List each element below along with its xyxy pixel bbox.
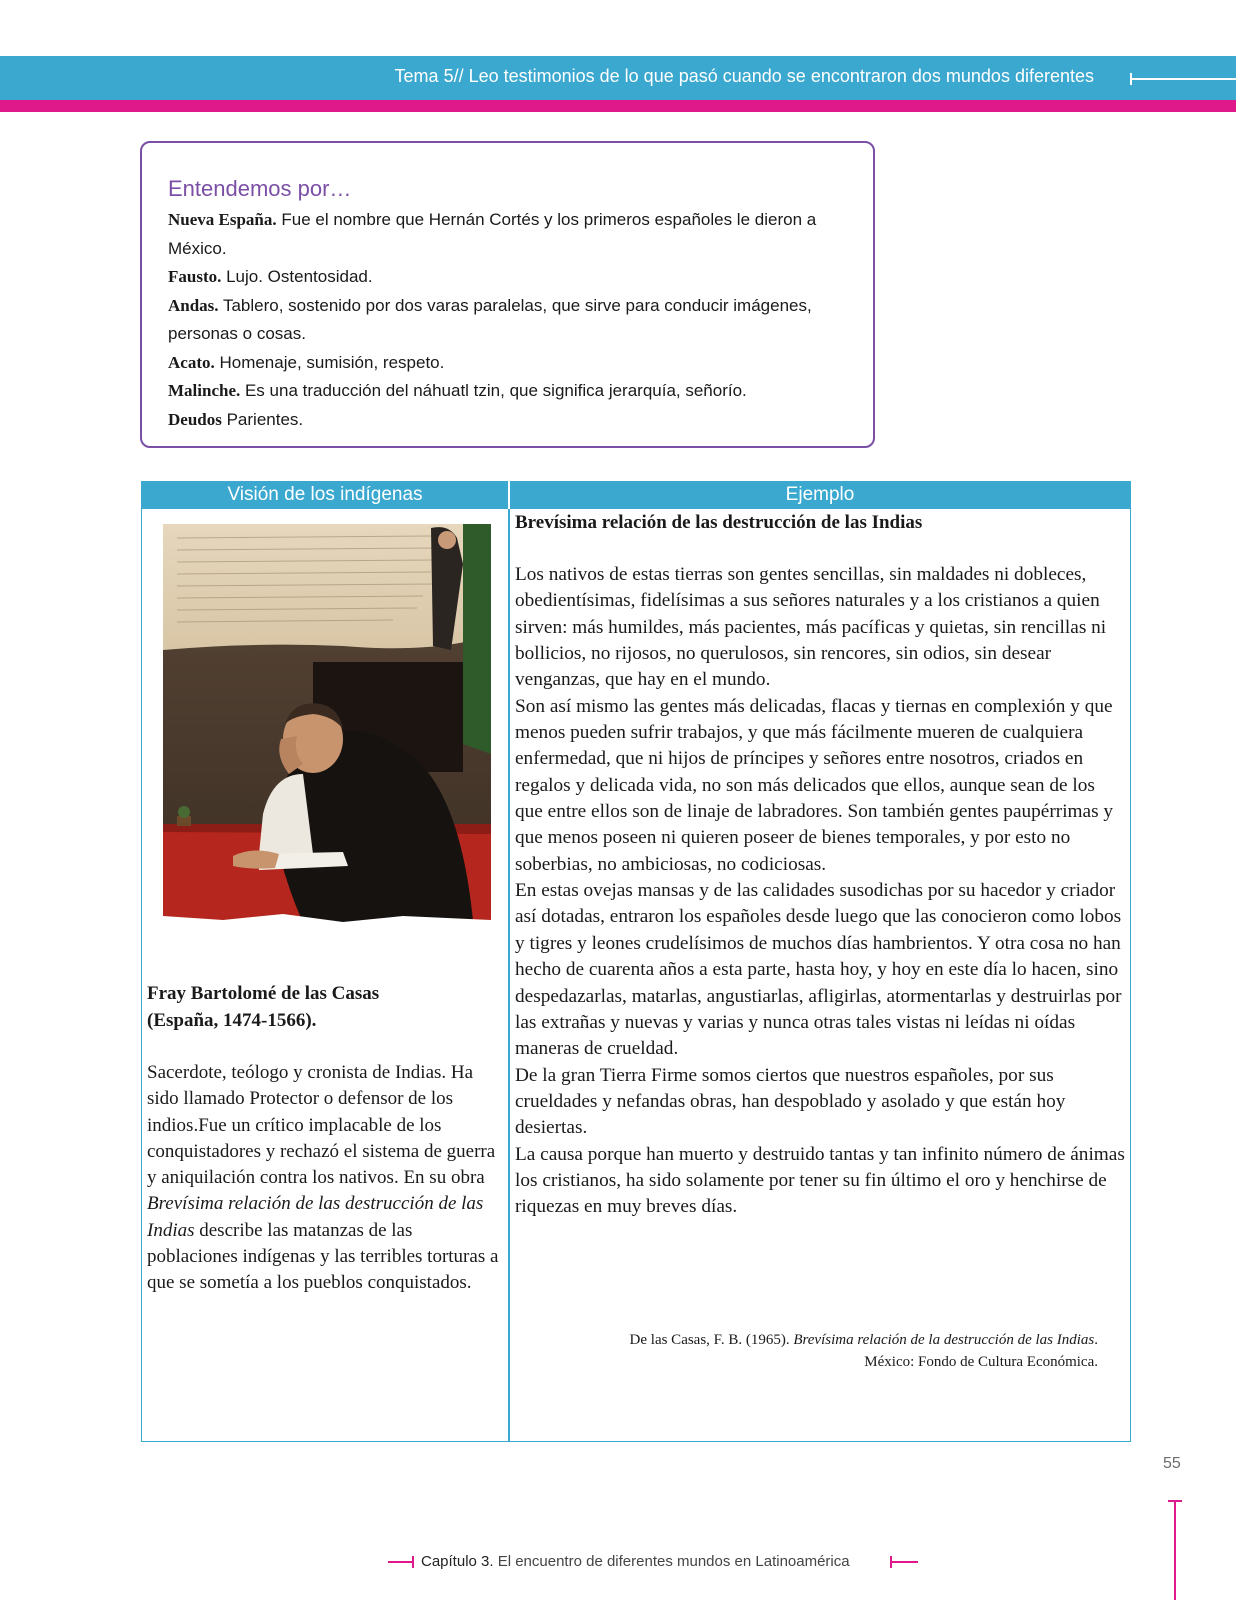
glossary-term: Acato. — [168, 352, 215, 372]
glossary-definition: Tablero, sostenido por dos varas paralelas, que sirve para conducir imágenes, personas o cosas. — [168, 295, 812, 343]
excerpt-paragraph: En estas ovejas mansas y de las calidades susodichas por su hacedor y criador así dotadas, entraron los españoles desde luego que las conocieron como lobos y tigres y leones crudelísimos de muchos días hambrientos. Y otra cosa no han hecho de cuarenta años a esta parte, hasta hoy, y hoy en este día lo hacen, sino despedazarlas, matarlas, angustiarlas, afligirlas, atormentarlas y destruirlas por las extrañas y nuevas y varias y nunca otras tales vistas ni leídas ni oídas maneras de crueldad. — [515, 880, 1122, 1060]
glossary-term: Deudos — [168, 409, 222, 429]
column-header-example: Ejemplo — [785, 484, 855, 505]
author-biography — [147, 1060, 503, 1297]
page-number: 55 — [1163, 1455, 1181, 1472]
author-dates: (España, 1474-1566). — [147, 1010, 317, 1031]
bio-work-title: Brevísima relación de las destrucción de las Indias — [147, 1193, 484, 1241]
glossary-title: Entendemos por… — [168, 176, 352, 201]
excerpt-paragraph: Son así mismo las gentes más delicadas, flacas y tiernas en complexión y que menos pueden sufrir trabajos, y que más fácilmente mueren de cualquiera enfermedad, que ni hijos de príncipes y señores entre nosotros, criados en regalos y delicada vida, no son más delicados que ellos, aunque sean de los que entre ellos son de linaje de labradores. Son también gentes paupérrimas y que menos poseen ni quieren poseer de bienes temporales, y por esto no soberbias, no ambiciosas, no codiciosas. — [515, 695, 1114, 875]
citation-author: De las Casas, F. B. (1965). — [629, 1332, 794, 1348]
citation-work-title: Brevísima relación de la destrucción de las Indias — [793, 1332, 1095, 1348]
glossary-definition: Es una traducción del náhuatl tzin, que significa jerarquía, señorío. — [240, 381, 747, 400]
excerpt-paragraph: De la gran Tierra Firme somos ciertos que nuestros españoles, por sus crueldades y nefandas obras, han despoblado y asolado y que están hoy desiertas. — [515, 1064, 1066, 1139]
glossary-item — [168, 206, 858, 263]
excerpt-body — [515, 562, 1127, 1221]
glossary-term: Fausto. — [168, 267, 222, 286]
glossary-term: Nueva España. — [168, 210, 277, 229]
chapter-label: Capítulo 3. — [421, 1553, 494, 1570]
glossary-list — [168, 206, 858, 434]
excerpt-paragraph: Los nativos de estas tierras son gentes sencillas, sin maldades ni dobleces, obedientísimas, fidelísimas a sus señores naturales y a los cristianos a quien sirven: más humildes, más pacientes, más pacíficas y quietas, sin rencillas ni bollicios, no rijosos, no querulosos, sin rencores, sin odios, sin desear venganzas, que hay en el mundo. — [515, 564, 1107, 691]
citation — [630, 1329, 1098, 1373]
citation-publisher: México: Fondo de Cultura Económica. — [864, 1354, 1098, 1370]
header-accent-stripe — [0, 100, 1236, 112]
portrait-image — [163, 524, 491, 944]
column-header-vision: Visión de los indígenas — [227, 484, 423, 505]
header-rule — [1130, 78, 1236, 80]
chapter-title: El encuentro de diferentes mundos en Latinoamérica — [493, 1553, 850, 1570]
footer-rule-tick-right — [890, 1556, 892, 1568]
citation-punctuation: . — [1094, 1332, 1098, 1348]
glossary-item — [168, 377, 858, 406]
footer-rule-right — [890, 1561, 918, 1563]
glossary-item — [168, 349, 858, 378]
chapter-footer — [421, 1553, 850, 1570]
topic-title: Tema 5// Leo testimonios de lo que pasó cuando se encontraron dos mundos diferentes — [394, 66, 1094, 86]
glossary-item — [168, 263, 858, 292]
footer-rule-tick-left — [412, 1556, 414, 1568]
glossary-definition: Homenaje, sumisión, respeto. — [214, 352, 445, 372]
glossary-term: Andas. — [168, 295, 219, 315]
page-rule — [1174, 1500, 1176, 1600]
glossary-item — [168, 292, 858, 349]
column-divider — [508, 481, 510, 1442]
glossary-definition: Lujo. Ostentosidad. — [221, 267, 373, 286]
excerpt-title: Brevísima relación de las destrucción de las Indias — [515, 512, 923, 533]
footer-rule-left — [388, 1561, 414, 1563]
author-name-line: Fray Bartolomé de las Casas — [147, 983, 380, 1004]
bio-text: Sacerdote, teólogo y cronista de Indias. Ha sido llamado Protector o defensor de los indios.Fue un crítico implacable de los conquistadores y rechazó el sistema de guerra y aniquilación contra los nativos. En su obra — [147, 1062, 496, 1189]
author-name — [147, 980, 497, 1034]
glossary-definition: Fue el nombre que Hernán Cortés y los primeros españoles le dieron a México. — [168, 210, 817, 258]
glossary-term: Malinche. — [168, 381, 241, 400]
excerpt-paragraph: La causa porque han muerto y destruido tantas y tan infinito número de ánimas los cristianos, ha sido solamente por tener su fin último el oro y henchirse de riquezas en muy breves días. — [515, 1143, 1125, 1218]
bio-text-continued: describe las matanzas de las poblaciones indígenas y las terribles torturas a que se sometía a los pueblos conquistados. — [147, 1219, 499, 1294]
glossary-definition: Parientes. — [221, 409, 304, 429]
glossary-item — [168, 406, 858, 435]
